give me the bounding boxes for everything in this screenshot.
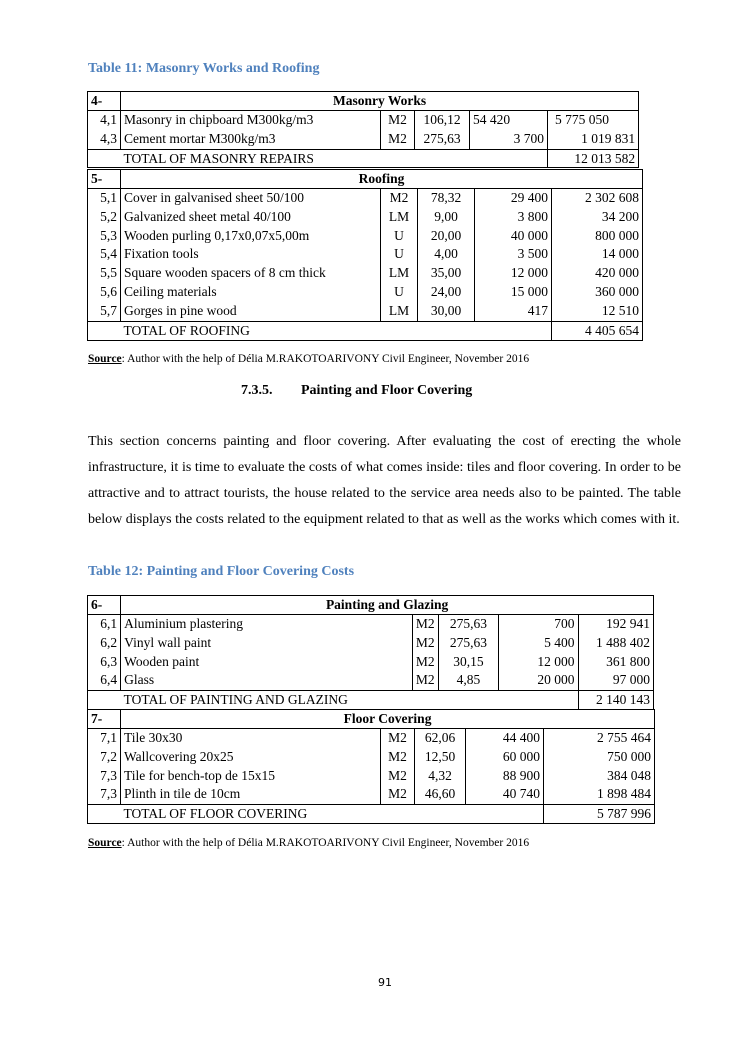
- section-number: 6-: [88, 596, 121, 615]
- total-label: TOTAL OF FLOOR COVERING: [121, 805, 544, 824]
- floor-covering-table: [87, 709, 655, 824]
- code-cell: 5,1 5,2 5,3 5,4 5,5 5,6 5,7: [88, 189, 121, 322]
- total-label: TOTAL OF MASONRY REPAIRS: [121, 149, 548, 167]
- quantity-cell: 275,63 275,63 30,15 4,85: [438, 615, 498, 691]
- table-12-source: Source: Author with the help of Délia M.RAKOTOARIVONY Civil Engineer, November 2016: [88, 837, 530, 849]
- section-paragraph: This section concerns painting and floor covering. After evaluating the cost of erecting the whole infrastructure, it is time to evaluate the costs of what comes inside: tiles and floor covering. In order to be attractive and to attract tourists, the house related to the service area needs also to be painted. The table below displays the costs related to the equipment related to that as well as the works which comes with it.: [88, 434, 681, 527]
- section-title: Masonry Works: [121, 92, 639, 111]
- unit-cell: M2 M2 M2 M2: [412, 615, 438, 691]
- quantity-cell: 78,32 9,00 20,00 4,00 35,00 24,00 30,00: [418, 189, 475, 322]
- section-title: Roofing: [121, 170, 643, 189]
- section-title: Painting and Floor Covering: [301, 383, 473, 398]
- unit-price-cell: 54 420 3 700: [470, 111, 548, 150]
- description-cell: Aluminium plastering Vinyl wall paint Wooden paint Glass: [121, 615, 413, 691]
- table-11-source: Source: Author with the help of Délia M.RAKOTOARIVONY Civil Engineer, November 2016: [88, 353, 530, 365]
- total-value: 12 013 582: [548, 149, 639, 167]
- description-cell: Tile 30x30 Wallcovering 20x25 Tile for bench-top de 15x15 Plinth in tile de 10cm: [121, 729, 381, 805]
- unit-price-cell: 700 5 400 12 000 20 000: [499, 615, 578, 691]
- total-label: TOTAL OF PAINTING AND GLAZING: [121, 691, 578, 710]
- section-title: Painting and Glazing: [121, 596, 654, 615]
- painting-table: [87, 595, 654, 710]
- amount-cell: 192 941 1 488 402 361 800 97 000: [578, 615, 653, 691]
- code-cell: 7,1 7,2 7,3 7,3: [88, 729, 121, 805]
- section-number: 7-: [88, 710, 121, 729]
- amount-cell: 2 755 464 750 000 384 048 1 898 484: [544, 729, 655, 805]
- unit-price-cell: 44 400 60 000 88 900 40 740: [466, 729, 544, 805]
- section-number: 5-: [88, 170, 121, 189]
- total-value: 2 140 143: [578, 691, 653, 710]
- description-cell: Cover in galvanised sheet 50/100 Galvanized sheet metal 40/100 Wooden purling 0,17x0,07x5,00m Fixation tools Square wooden spacers of 8 cm thick Ceiling materials Gorges in pine wood: [121, 189, 381, 322]
- unit-cell: M2 M2: [381, 111, 415, 150]
- quantity-cell: 106,12 275,63: [415, 111, 470, 150]
- code-cell: 4,1 4,3: [88, 111, 121, 150]
- unit-cell: M2 LM U U LM U LM: [381, 189, 418, 322]
- amount-cell: 5 775 050 1 019 831: [548, 111, 639, 150]
- amount-cell: 2 302 608 34 200 800 000 14 000 420 000 360 000 12 510: [552, 189, 643, 322]
- description-cell: Masonry in chipboard M300kg/m3 Cement mortar M300kg/m3: [121, 111, 381, 150]
- quantity-cell: 62,06 12,50 4,32 46,60: [415, 729, 466, 805]
- table-12-caption: Table 12: Painting and Floor Covering Costs: [88, 564, 355, 579]
- section-title: Floor Covering: [121, 710, 655, 729]
- masonry-table: [87, 91, 639, 168]
- unit-price-cell: 29 400 3 800 40 000 3 500 12 000 15 000 417: [475, 189, 552, 322]
- page-number: 91: [378, 976, 392, 989]
- unit-cell: M2 M2 M2 M2: [381, 729, 415, 805]
- total-value: 4 405 654: [552, 321, 643, 340]
- code-cell: 6,1 6,2 6,3 6,4: [88, 615, 121, 691]
- table-11-caption: Table 11: Masonry Works and Roofing: [88, 61, 320, 76]
- section-number: 4-: [88, 92, 121, 111]
- roofing-table: [87, 169, 643, 341]
- section-number: 7.3.5.: [241, 383, 273, 398]
- total-value: 5 787 996: [544, 805, 655, 824]
- total-label: TOTAL OF ROOFING: [121, 321, 552, 340]
